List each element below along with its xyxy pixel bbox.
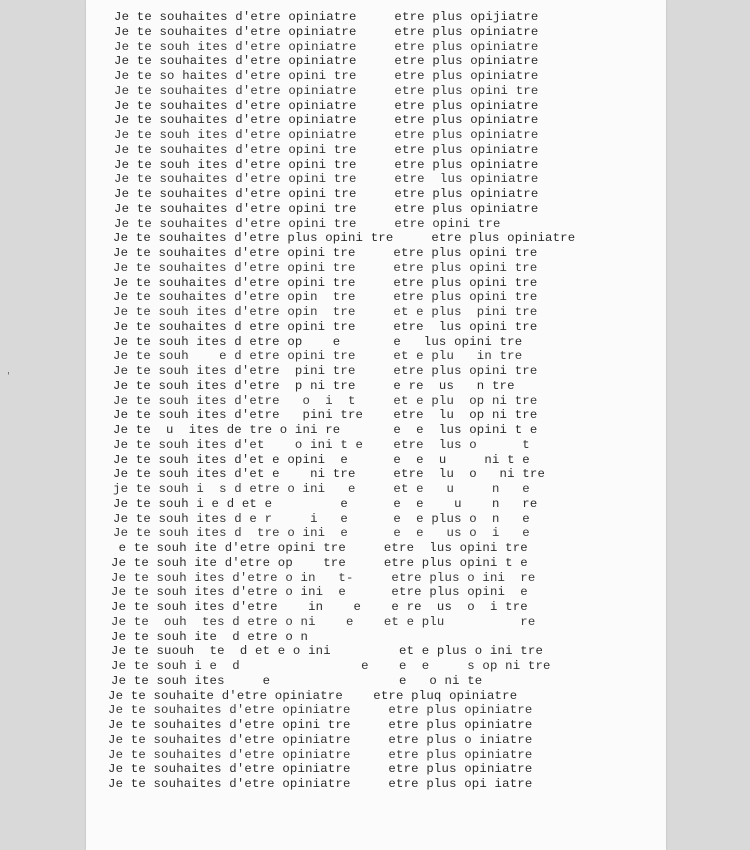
typed-line: Je te souhaites d'etre opiniatre etre plus opiniatre	[114, 98, 539, 113]
typed-line: Je te souh e d etre opini tre et e plu in tre	[113, 349, 523, 364]
typed-line: Je te ouh tes d etre o ni e et e plu re	[111, 614, 536, 629]
typed-line: Je te souhaites d'etre opini tre etre plus opiniatre	[114, 201, 539, 216]
typed-line: Je te souh ites d'etre pini tre etre plus opini tre	[113, 364, 538, 378]
typed-line: Je te souh ites e e o ni te	[111, 673, 483, 688]
typed-line: Je te souh ites d'etre p ni tre e re us n tre	[113, 378, 515, 393]
typed-line: Je te souh ites d'etre o i t et e plu op ni tre	[113, 393, 538, 408]
typed-line: Je te souhaites d'etre opini tre etre plus opini tre	[113, 260, 538, 275]
typed-line: Je te souhaites d'etre opiniatre etre plus opiniatre	[108, 703, 533, 718]
typed-line: Je te souh ites d tre o ini e e e us o i e	[113, 526, 530, 541]
typed-line: Je te souhaites d'etre opiniatre etre plus opiniatre	[114, 113, 539, 128]
typed-line: Je te souh ites d'etre o in t- etre plus o ini re	[111, 570, 536, 585]
typed-line: Je te souhaites d'etre plus opini tre etre plus opiniatre	[113, 231, 576, 246]
typed-line: Je te souh ites d'etre in e e re us o i tre	[111, 600, 528, 614]
typed-line: Je te souh ites d'et e opini e e e u ni t e	[113, 452, 530, 467]
typed-line: Je te so haites d'etre opini tre etre plus opiniatre	[114, 69, 539, 83]
typed-line: Je te souhaites d'etre opiniatre etre plus opiniatre	[114, 54, 539, 69]
typed-line: Je te souh ites d'etre opini tre etre plus opiniatre	[114, 157, 539, 172]
typed-line: Je te souhaites d'etre opini tre etre plus opiniatre	[114, 187, 539, 201]
typed-line: Je te souh i e d et e e e e u n re	[113, 496, 538, 511]
margin-mark: '	[6, 372, 11, 381]
typed-line: Je te souhaites d'etre opiniatre etre plus o iniatre	[108, 732, 533, 747]
typed-line: Je te souhaites d'etre opiniatre etre plus opiniatre	[108, 762, 533, 777]
typed-line: Je te souh i e d e e e s op ni tre	[111, 659, 551, 673]
typed-line: Je te souhaites d'etre opin tre etre plus opini tre	[113, 290, 538, 305]
typed-line: Je te souhaites d'etre opini tre etre opini tre	[114, 216, 501, 231]
typed-line: Je te u ites de tre o ini re e e lus opini t e	[113, 423, 538, 437]
typed-line: Je te souhaites d'etre opiniatre etre plus opiniatre	[114, 24, 539, 39]
typed-line: Je te souhaites d'etre opini tre etre plus opiniatre	[108, 718, 533, 732]
typed-line: Je te souh ite d'etre op tre etre plus opini t e	[111, 555, 528, 570]
typed-line: je te souh i s d etre o ini e et e u n e	[113, 482, 530, 496]
typed-line: e te souh ite d'etre opini tre etre lus opini tre	[111, 541, 528, 555]
typed-line: Je te souh ites d'etre opin tre et e plus pini tre	[113, 305, 538, 319]
typed-line: Je te souh ite d etre o n	[111, 629, 309, 644]
typed-line: Je te souhaite d'etre opiniatre etre pluq opiniatre	[108, 688, 518, 703]
typed-line: Je te souhaites d'etre opini tre etre lus opiniatre	[114, 172, 539, 187]
typed-line: Je te souh ites d'et o ini t e etre lus o t	[113, 437, 530, 452]
typed-line: Je te souhaites d'etre opiniatre etre plus opijiatre	[114, 10, 539, 24]
typewritten-page	[86, 0, 666, 850]
typed-line: Je te souhaites d'etre opini tre etre plus opiniatre	[114, 142, 539, 157]
typed-line: Je te souh ites d etre op e e lus opini tre	[113, 334, 523, 349]
typed-line: Je te souhaites d'etre opini tre etre plus opini tre	[113, 246, 538, 260]
typed-line: Je te souh ites d'etre o ini e etre plus opini e	[111, 585, 528, 600]
typed-line: Je te souhaites d'etre opiniatre etre plus opini tre	[114, 83, 539, 98]
typed-line: Je te souhaites d etre opini tre etre lus opini tre	[113, 319, 538, 334]
typed-line: Je te souh ites d'etre pini tre etre lu op ni tre	[113, 408, 538, 423]
typed-line: Je te souh ites d e r i e e e plus o n e	[113, 511, 530, 526]
typed-line: Je te suouh te d et e o ini et e plus o ini tre	[111, 644, 544, 659]
typed-line: Je te souhaites d'etre opiniatre etre plus opi iatre	[108, 777, 533, 791]
typed-line: Je te souh ites d'etre opiniatre etre plus opiniatre	[114, 39, 539, 54]
typed-line: Je te souh ites d'et e ni tre etre lu o ni tre	[113, 467, 546, 482]
typed-line: Je te souh ites d'etre opiniatre etre plus opiniatre	[114, 128, 539, 142]
typed-line: Je te souhaites d'etre opiniatre etre plus opiniatre	[108, 747, 533, 762]
typed-line: Je te souhaites d'etre opini tre etre plus opini tre	[113, 275, 538, 290]
